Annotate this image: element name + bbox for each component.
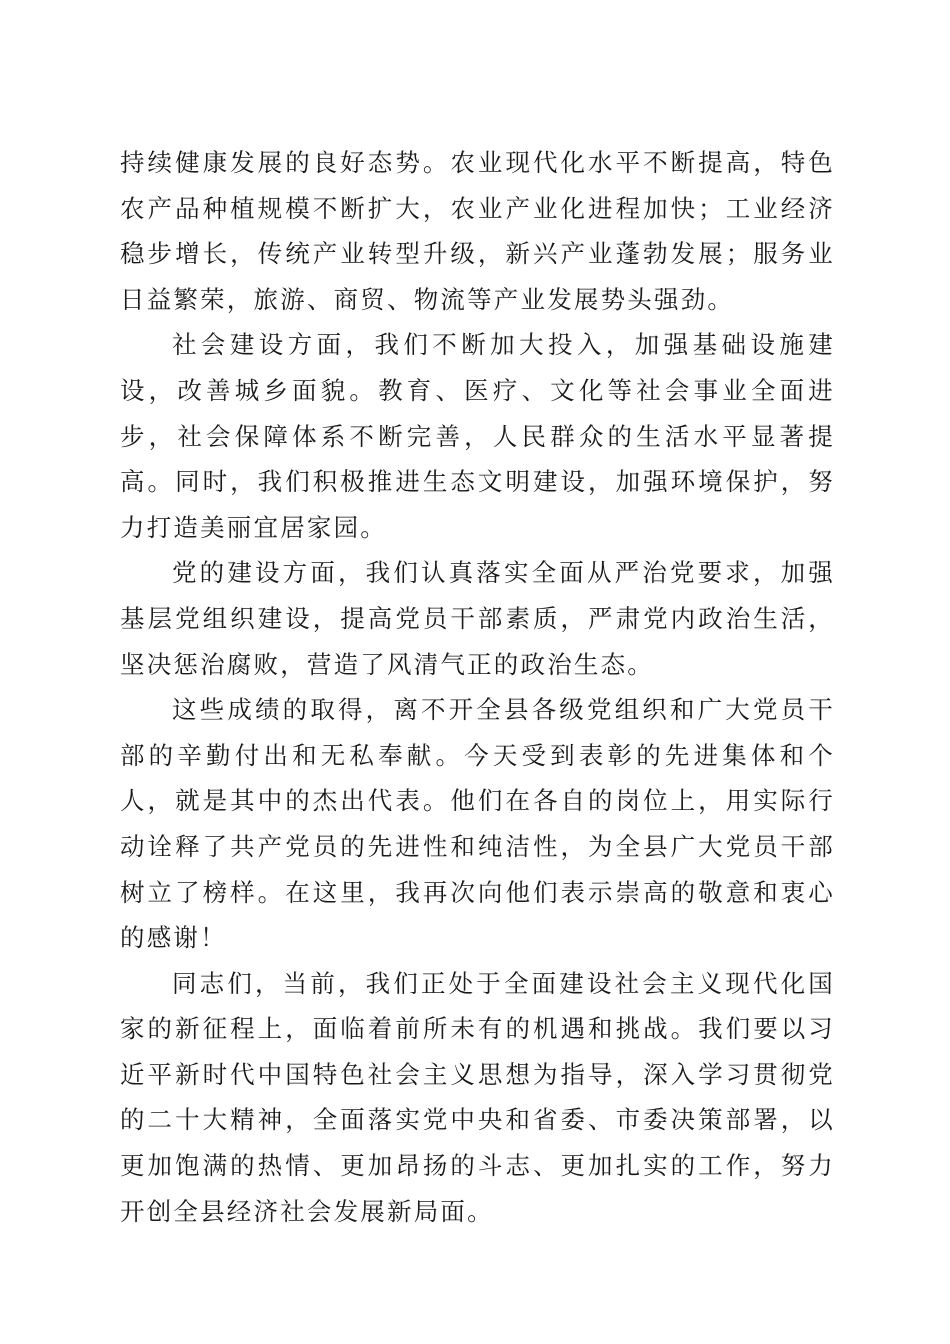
paragraph-party-building: 党的建设方面，我们认真落实全面从严治党要求，加强基层党组织建设，提高党员干部素质，严肃党内政治生活，坚决惩治腐败，营造了风清气正的政治生态。 (120, 558, 835, 679)
paragraph-call-to-action: 同志们，当前，我们正处于全面建设社会主义现代化国家的新征程上，面临着前所未有的机遇和挑战。我们要以习近平新时代中国特色社会主义思想为指导，深入学习贯彻党的二十大精神，全面落实党中央和省委、市委决策部署，以更加饱满的热情、更加昂扬的斗志、更加扎实的工作，努力开创全县经济社会发展新局面。 (120, 968, 835, 1226)
paragraph-continuation: 持续健康发展的良好态势。农业现代化水平不断提高，特色农产品种植规模不断扩大，农业产业化进程加快；工业经济稳步增长，传统产业转型升级，新兴产业蓬勃发展；服务业日益繁荣，旅游、商贸、物流等产业发展势头强劲。 (120, 148, 835, 314)
document-body (120, 140, 835, 1234)
paragraph-social-construction: 社会建设方面，我们不断加大投入，加强基础设施建设，改善城乡面貌。教育、医疗、文化等社会事业全面进步，社会保障体系不断完善，人民群众的生活水平显著提高。同时，我们积极推进生态文明建设，加强环境保护，努力打造美丽宜居家园。 (120, 330, 835, 542)
paragraph-achievements: 这些成绩的取得，离不开全县各级党组织和广大党员干部的辛勤付出和无私奉献。今天受到表彰的先进集体和个人，就是其中的杰出代表。他们在各自的岗位上，用实际行动诠释了共产党员的先进性和纯洁性，为全县广大党员干部树立了榜样。在这里，我再次向他们表示崇高的敬意和衷心的感谢！ (120, 695, 835, 953)
